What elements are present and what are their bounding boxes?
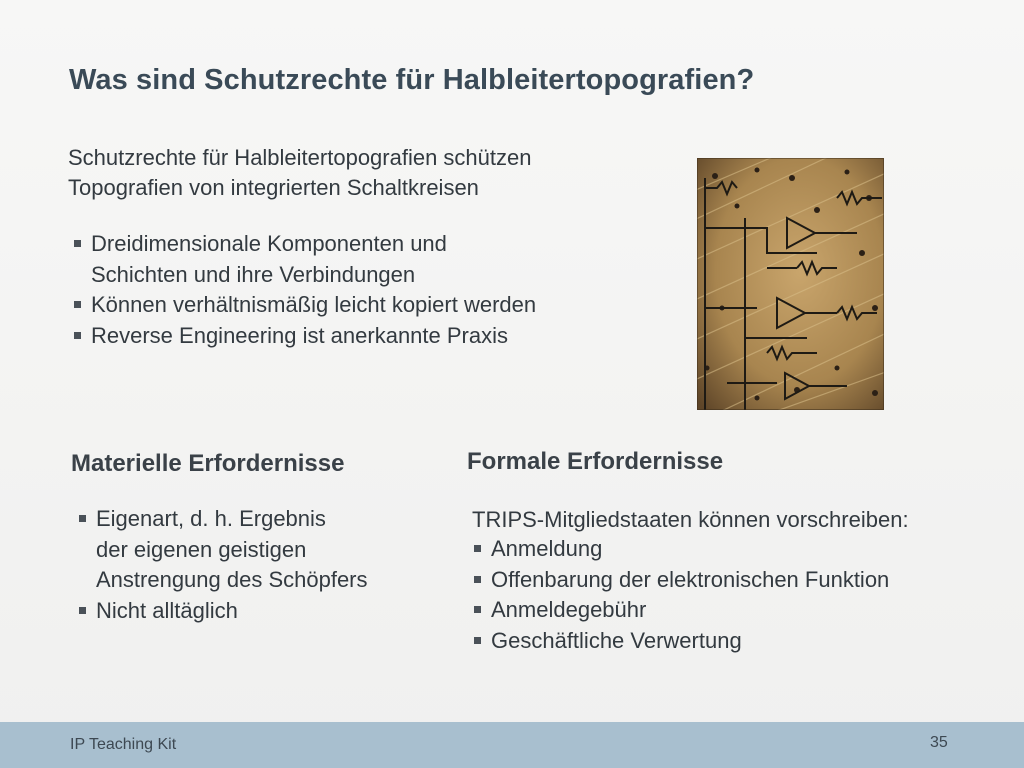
- slide-title: Was sind Schutzrechte für Halbleitertopografien?: [69, 64, 755, 96]
- formale-bullet-list: [472, 534, 992, 656]
- list-item: [72, 321, 662, 352]
- bullet-line: Eigenart, d. h. Ergebnis: [96, 506, 326, 531]
- bullet-line: Können verhältnismäßig leicht kopiert werden: [91, 292, 537, 317]
- list-item: [472, 595, 992, 626]
- bullet-line: Offenbarung der elektronischen Funktion: [491, 566, 890, 592]
- list-item: [472, 565, 992, 596]
- circuit-board-illustration: [697, 158, 884, 410]
- footer-label: IP Teaching Kit: [70, 736, 177, 753]
- bullet-line: Anmeldung: [491, 536, 603, 561]
- square-bullet-icon: [74, 301, 81, 308]
- circuit-board-image: [697, 158, 884, 410]
- square-bullet-icon: [474, 545, 481, 552]
- list-item: [77, 596, 437, 627]
- bullet-line: Reverse Engineering ist anerkannte Praxis: [91, 322, 509, 348]
- formale-intro: TRIPS-Mitgliedstaaten können vorschreiben:: [472, 507, 909, 532]
- list-item: [77, 504, 437, 596]
- materielle-bullet-list: [77, 504, 437, 626]
- square-bullet-icon: [474, 637, 481, 644]
- list-item: [472, 626, 992, 657]
- bullet-line: Schichten und ihre Verbindungen: [91, 261, 416, 287]
- bullet-line: Anmeldegebühr: [491, 597, 647, 622]
- list-item: [472, 534, 992, 565]
- list-item: [72, 229, 662, 290]
- bullet-line: Nicht alltäglich: [96, 597, 238, 623]
- footer-bar: [0, 722, 1024, 768]
- protection-bullet-list: [72, 229, 662, 351]
- intro-line: Topografien von integrierten Schaltkreisen: [68, 175, 479, 200]
- bullet-line: Anstrengung des Schöpfers: [96, 567, 368, 592]
- bullet-line: Geschäftliche Verwertung: [491, 627, 742, 653]
- materielle-heading: Materielle Erfordernisse: [71, 450, 345, 477]
- page-number: 35: [930, 734, 948, 751]
- square-bullet-icon: [74, 332, 81, 339]
- square-bullet-icon: [474, 606, 481, 613]
- bullet-line: Dreidimensionale Komponenten und: [91, 231, 447, 256]
- list-item: [72, 290, 662, 321]
- intro-text: [68, 143, 658, 203]
- square-bullet-icon: [74, 240, 81, 247]
- square-bullet-icon: [79, 515, 86, 522]
- intro-line: Schutzrechte für Halbleitertopografien schützen: [68, 145, 532, 170]
- bullet-line: der eigenen geistigen: [96, 536, 307, 562]
- square-bullet-icon: [79, 607, 86, 614]
- square-bullet-icon: [474, 576, 481, 583]
- formale-heading: Formale Erfordernisse: [467, 448, 724, 475]
